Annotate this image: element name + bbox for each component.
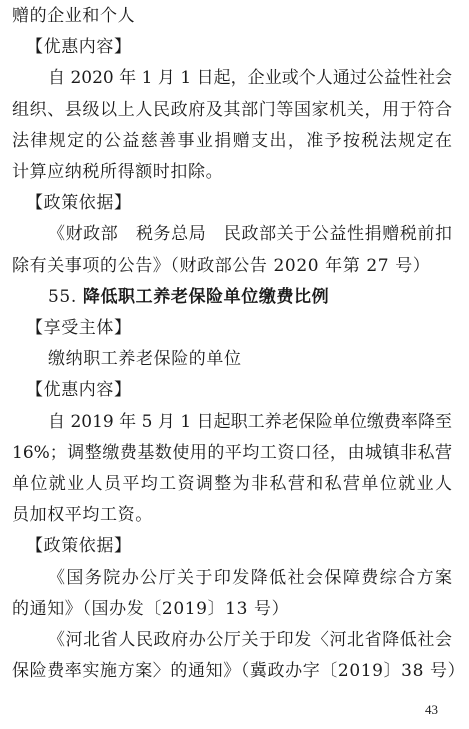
section-heading-subject: 【享受主体】 [26, 318, 132, 338]
text-line: 赠的企业和个人 [12, 6, 136, 26]
text-line: 《河北省人民政府办公厅关于印发〈河北省降低社会 [48, 630, 452, 650]
text-line: 单位就业人员平均工资调整为非私营和私营单位就业人 [12, 474, 452, 494]
text-line: 的通知》（国办发〔2019〕13 号） [12, 598, 290, 619]
text-line: 计算应纳税所得额时扣除。 [12, 162, 224, 182]
text-line: 员加权平均工资。 [12, 505, 153, 526]
item-title-text: 降低职工养老保险单位缴费比例 [82, 286, 330, 307]
item-number: 55. [48, 286, 83, 307]
text-line: 自 2020 年 1 月 1 日起，企业或个人通过公益性社会 [48, 68, 452, 89]
text-line: 自 2019 年 5 月 1 日起职工养老保险单位缴费率降至 [48, 411, 452, 432]
text-line: 《财政部 税务总局 民政部关于公益性捐赠税前扣 [48, 224, 452, 245]
text-line: 组织、县级以上人民政府及其部门等国家机关，用于符合 [12, 99, 452, 120]
section-heading-benefit: 【优惠内容】 [26, 380, 132, 401]
text-line: 法律规定的公益慈善事业捐赠支出，准予按税法规定在 [12, 130, 452, 151]
text-line: 《国务院办公厅关于印发降低社会保障费综合方案 [48, 567, 452, 588]
text-line: 缴纳职工养老保险的单位 [48, 349, 242, 370]
section-heading-basis: 【政策依据】 [26, 193, 132, 214]
section-heading-basis: 【政策依据】 [26, 536, 132, 557]
text-line: 16%；调整缴费基数使用的平均工资口径，由城镇非私营 [12, 442, 452, 463]
text-line: 除有关事项的公告》（财政部公告 2020 年第 27 号） [12, 255, 431, 276]
item-title [48, 287, 329, 307]
text-line: 保险费率实施方案〉的通知》（冀政办字〔2019〕38 号） [12, 661, 466, 682]
page-number: 43 [425, 702, 438, 717]
section-heading-benefit: 【优惠内容】 [26, 37, 132, 58]
